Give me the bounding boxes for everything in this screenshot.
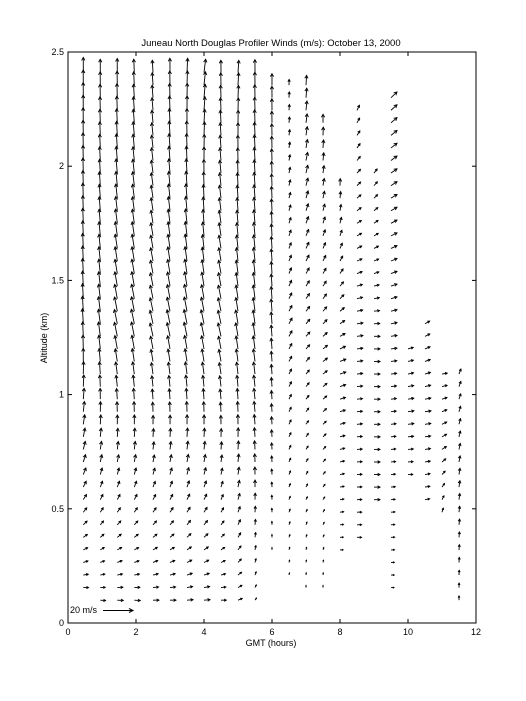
wind-vector-head: [323, 585, 324, 586]
wind-vector: [134, 59, 135, 72]
x-axis-label: GMT (hours): [245, 638, 297, 648]
x-tick-label: 8: [337, 627, 343, 637]
wind-vector: [83, 375, 84, 387]
scale-label: 20 m/s: [70, 605, 98, 615]
wind-vector: [254, 122, 255, 135]
x-tick-label: 6: [269, 627, 275, 637]
wind-vector-head: [289, 573, 290, 574]
wind-vector: [100, 134, 101, 148]
y-tick-label: 1: [58, 389, 64, 400]
x-tick-label: 0: [65, 627, 71, 637]
x-tick-label: 4: [201, 627, 207, 637]
wind-vector: [117, 96, 118, 110]
plot-area: [51, 47, 481, 637]
chart-title: Juneau North Douglas Profiler Winds (m/s): October 13, 2000: [141, 38, 401, 49]
wind-vector: [271, 211, 272, 223]
wind-vector: [169, 96, 170, 110]
wind-vector-head: [306, 585, 307, 586]
wind-vector: [271, 199, 272, 211]
x-tick-label: 2: [133, 627, 139, 637]
wind-vector: [254, 135, 255, 148]
wind-vector-head: [306, 573, 307, 574]
wind-vector-head: [306, 560, 307, 561]
x-tick-label: 12: [470, 627, 482, 637]
x-tick-label: 10: [402, 627, 414, 637]
wind-vector-head: [289, 560, 290, 561]
wind-vector: [238, 73, 239, 85]
wind-vector: [204, 122, 205, 135]
wind-vector: [100, 122, 101, 136]
wind-vector-head: [323, 560, 324, 561]
wind-vector-head: [271, 548, 272, 549]
wind-vector: [271, 224, 272, 236]
wind-vector-head: [323, 573, 324, 574]
y-tick-label: 2.5: [51, 47, 64, 57]
wind-vector: [220, 98, 221, 110]
wind-vector: [237, 173, 238, 186]
y-tick-label: 0: [58, 618, 64, 628]
y-axis-label: Altitude (km): [39, 312, 49, 364]
wind-vector: [187, 58, 188, 72]
y-tick-label: 2: [58, 161, 64, 172]
y-tick-label: 0.5: [51, 503, 64, 514]
wind-vector: [203, 185, 204, 199]
y-tick-label: 1.5: [51, 275, 64, 286]
wind-vector: [186, 146, 187, 160]
